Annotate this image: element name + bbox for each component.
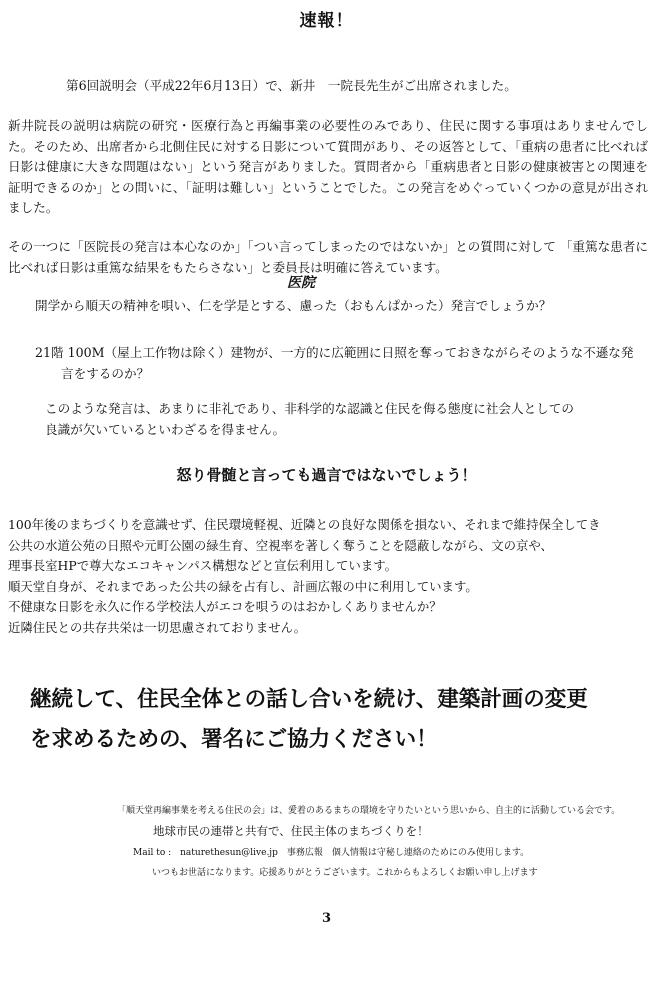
appeal-line-1: 継続して、住民全体との話し合いを続け、建築計画の変更 (30, 687, 588, 712)
footer-mail: Mail to : naturethesun@live.jp 事務広報 個人情報は守秘し連絡のためにのみ使用します。 (133, 848, 530, 858)
list-item: 理事長室HPで尊大なエコキャンパス構想などと宣伝利用しています。 (8, 558, 398, 573)
handwritten-annotation: 医院 (287, 275, 315, 291)
conclusion (45, 398, 645, 440)
list-item: 100年後のまちづくりを意識せず、住民環境軽視、近隣との良好な関係を損ない、それまで維持保全してき (8, 517, 601, 532)
list-item: 順天堂自身が、それまであった公共の緑を占有し、計画広報の中に利用しています。 (8, 578, 478, 594)
signature-appeal (30, 680, 650, 760)
points-list (8, 515, 648, 638)
question-2-line-1: 21階 100M（屋上工作物は除く）建物が、一方的に広範囲に日照を奪っておきながらそのような不遜な発 (35, 345, 634, 360)
angry-heading: 怒り骨髄と言っても過言ではないでしょう！ (176, 466, 477, 484)
list-item: 不健康な日影を永久に作る学校法人がエコを唄うのはおかしくありませんか？ (8, 599, 442, 614)
paragraph-2: その一つに「医院長の発言は本心なのか」「つい言ってしまったのではないか」との質問に対して 「重篤な患者に比べれば日影は重篤な結果をもたらさない」と委員長は明確に答えています。 (8, 239, 648, 275)
intro-line: 第6回説明会（平成22年6月13日）で、新井 一院長先生がご出席されました。 (66, 78, 517, 93)
appeal-line-2: を求めるための、署名にご協力ください！ (30, 727, 438, 752)
footer-thanks: いつもお世話になります。応援ありがとうございます。これからもよろしくお願い申し上げます (152, 868, 538, 878)
conclusion-line-2: 良識が欠いているといわざるを得ません。 (45, 422, 286, 437)
page-number: 3 (321, 911, 332, 926)
paragraph-1: 新井院長の説明は病院の研究・医療行為と再編事業の必要性のみであり、住民に関する事項はありませんでした。そのため、出席者から北側住民に対する日影について質問があり、その返答として、「重病の患者に比べれば日影は健康に大きな問題はない」という発言がありました。質問者から「重病患者と日影の健康被害との関連を証明できるのか」との問いに、「証明は難しい」ということでした。この発言をめぐっていくつかの意見が出されました。 (8, 118, 648, 215)
question-2 (35, 342, 645, 384)
list-item: 公共の水道公苑の日照や元町公園の緑生育、空視率を著しく奪うことを隠蔽しながら、文の京や、 (8, 537, 553, 553)
conclusion-line-1: このような発言は、あまりに非礼であり、非科学的な認識と住民を侮る態度に社会人としての (45, 401, 574, 416)
question-1: 開学から順天の精神を唄い、仁を学是とする、慮った（おもんぱかった）発言でしょうか？ (35, 298, 552, 313)
footer-slogan: 地球市民の連帯と共有で、住民主体のまちづくりを！ (153, 824, 429, 838)
footer-group-note: 「順天堂再編事業を考える住民の会」は、愛着のあるまちの環境を守りたいという思いから、自主的に活動している会です。 (117, 806, 621, 816)
question-2-line-2: 言をするのか？ (61, 366, 150, 381)
page-title: 速報！ (299, 11, 354, 31)
list-item: 近隣住民との共存共栄は一切思慮されておりません。 (8, 619, 307, 635)
